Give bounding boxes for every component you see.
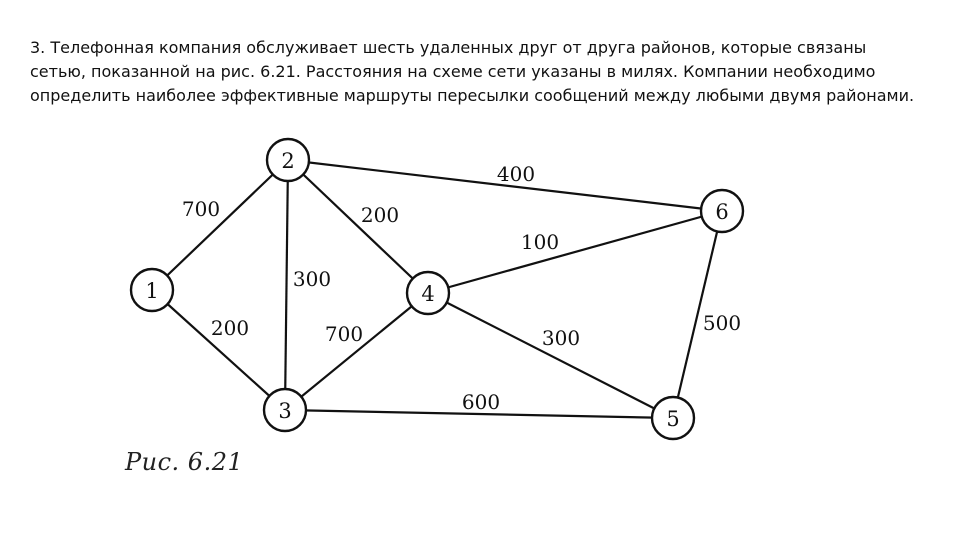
edge-4-6 (428, 211, 722, 293)
edge-weight-4-6: 100 (520, 230, 560, 254)
edge-weight-3-4: 700 (324, 322, 364, 346)
edge-weight-1-2: 700 (181, 197, 221, 221)
edge-1-2 (152, 160, 288, 290)
edge-weight-2-4: 200 (360, 203, 400, 227)
node-label: 4 (421, 282, 435, 306)
edge-weight-1-3: 200 (210, 316, 250, 340)
node-3 (264, 389, 306, 431)
edge-3-4 (285, 293, 428, 410)
edge-weights (182, 162, 741, 414)
node-label: 2 (281, 149, 295, 173)
edge-weight-3-5: 600 (461, 390, 501, 414)
problem-line: сетью, показанной на рис. 6.21. Расстояния на схеме сети указаны в милях. Компании необходимо (30, 62, 876, 81)
node-label: 3 (278, 399, 292, 423)
node-label: 6 (715, 200, 729, 224)
edge-2-3 (285, 160, 288, 410)
problem-line: 3. Телефонная компания обслуживает шесть удаленных друг от друга районов, которые связаны (30, 38, 867, 57)
edge-weight-5-6: 500 (702, 311, 742, 335)
node-6 (701, 190, 743, 232)
problem-line: определить наиболее эффективные маршруты пересылки сообщений между любыми двумя районами. (30, 86, 915, 105)
node-4 (407, 272, 449, 314)
node-label: 5 (666, 407, 680, 431)
nodes (131, 139, 743, 439)
node-1 (131, 269, 173, 311)
edge-weight-4-5: 300 (541, 326, 581, 350)
node-label: 1 (145, 279, 159, 303)
edge-weight-2-6: 400 (496, 162, 536, 186)
node-5 (652, 397, 694, 439)
edge-weight-2-3: 300 (292, 267, 332, 291)
figure-caption: Рис. 6.21 (125, 448, 244, 476)
edge-1-3 (152, 290, 285, 410)
node-2 (267, 139, 309, 181)
